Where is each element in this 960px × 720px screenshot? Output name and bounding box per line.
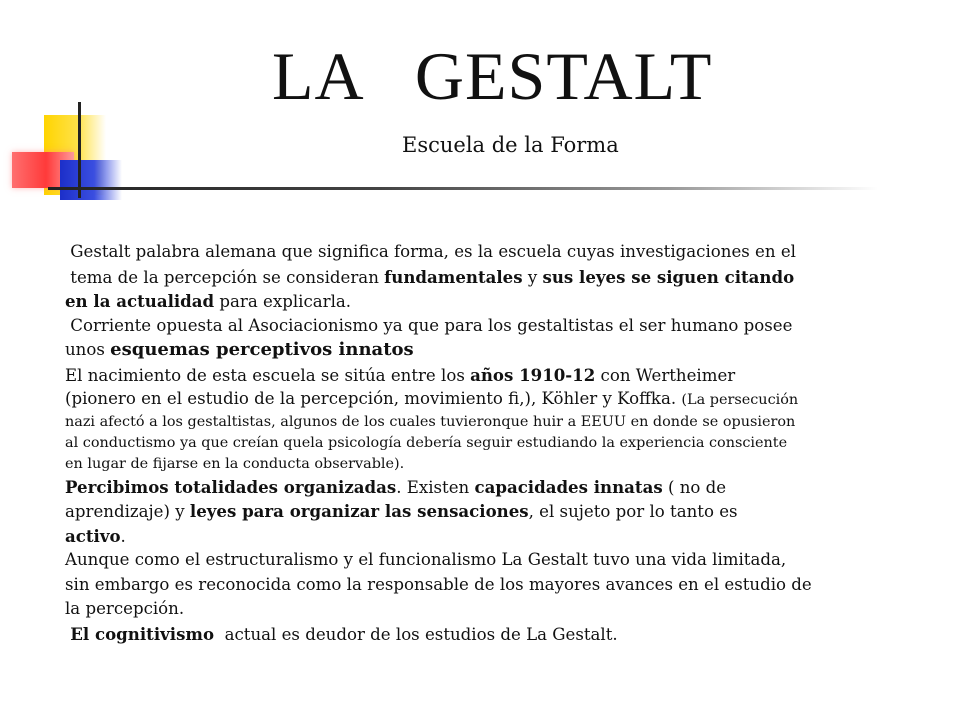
text-run: unos bbox=[65, 340, 111, 359]
body-line bbox=[65, 524, 935, 549]
body-line-small bbox=[65, 454, 935, 475]
slide-title: LA GESTALT bbox=[272, 38, 713, 114]
bold-run: esquemas perceptivos innatos bbox=[110, 339, 414, 360]
text-run: y bbox=[522, 267, 543, 287]
text-run: la percepción. bbox=[65, 599, 185, 618]
text-run: para explicarla. bbox=[214, 292, 352, 311]
text-run: El nacimiento de esta escuela se sitúa entre los bbox=[65, 365, 471, 385]
text-run: (pionero en el estudio de la percepción, movimiento fi,), Köhler y Koffka. bbox=[65, 389, 682, 408]
decorative-logo bbox=[0, 0, 140, 210]
body-line bbox=[65, 548, 935, 573]
body-line bbox=[65, 622, 935, 647]
small-run: (La persecución bbox=[681, 392, 799, 408]
text-run: actual es deudor de los estudios de La Gestalt. bbox=[214, 624, 618, 644]
body-line-small bbox=[65, 433, 935, 454]
bold-run: capacidades innatas bbox=[474, 476, 663, 497]
body-line bbox=[65, 314, 935, 339]
text-run: aprendizaje) y bbox=[65, 502, 190, 521]
body-line bbox=[65, 289, 935, 314]
blue-square bbox=[60, 160, 122, 200]
bold-run: en la actualidad bbox=[65, 291, 215, 311]
body-line bbox=[65, 338, 935, 363]
text-run: Gestalt palabra alemana que significa forma, es la escuela cuyas investigaciones en el bbox=[65, 242, 796, 261]
bold-run: activo bbox=[65, 525, 121, 546]
body-line bbox=[65, 475, 935, 500]
text-run: con Wertheimer bbox=[595, 365, 736, 385]
body-line-small bbox=[65, 412, 935, 433]
body-line bbox=[65, 573, 935, 598]
bold-run: fundamentales bbox=[384, 266, 523, 287]
bold-run: leyes para organizar las sensaciones bbox=[189, 501, 529, 521]
text-run: , el sujeto por lo tanto es bbox=[528, 502, 738, 521]
slide-body bbox=[65, 240, 935, 646]
text-run: . bbox=[120, 526, 126, 546]
body-line bbox=[65, 265, 935, 290]
body-line bbox=[65, 597, 935, 622]
body-line bbox=[65, 240, 935, 265]
bold-run: El cognitivismo bbox=[70, 623, 215, 644]
bold-run: años 1910-12 bbox=[470, 364, 596, 385]
small-run: al conductismo ya que creían quela psicología debería seguir estudiando la experiencia consciente bbox=[65, 434, 788, 451]
horizontal-rule bbox=[48, 187, 878, 190]
text-run: sin embargo es reconocida como la responsable de los mayores avances en el estudio de bbox=[65, 574, 812, 594]
small-run: en lugar de fijarse en la conducta observable). bbox=[65, 455, 405, 472]
text-run: ( no de bbox=[662, 477, 727, 497]
vertical-rule bbox=[78, 102, 81, 198]
text-run: Aunque como el estructuralismo y el funcionalismo La Gestalt tuvo una vida limitada, bbox=[65, 550, 787, 569]
bold-run: Percibimos totalidades organizadas bbox=[65, 476, 397, 497]
text-run: . Existen bbox=[396, 477, 475, 497]
small-run: nazi afectó a los gestaltistas, algunos de los cuales tuvieronque huir a EEUU en donde se opusieron bbox=[65, 413, 796, 430]
text-run: tema de la percepción se consideran bbox=[65, 267, 385, 287]
body-line bbox=[65, 387, 935, 412]
slide-subtitle: Escuela de la Forma bbox=[402, 133, 619, 157]
bold-run: sus leyes se siguen citando bbox=[542, 266, 795, 287]
text-run: Corriente opuesta al Asociacionismo ya que para los gestaltistas el ser humano posee bbox=[65, 315, 793, 335]
body-line bbox=[65, 363, 935, 388]
body-line bbox=[65, 499, 935, 524]
